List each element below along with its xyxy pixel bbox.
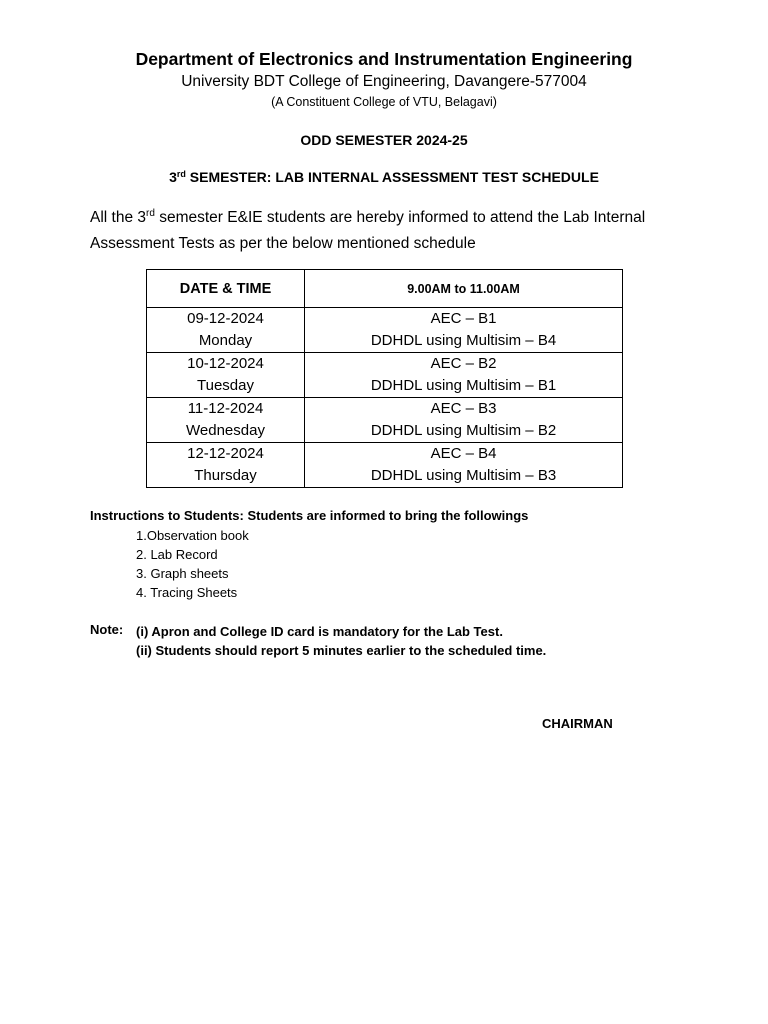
- intro-paragraph: [90, 205, 700, 257]
- lab-aec: AEC – B3: [430, 400, 497, 417]
- intro-prefix: All the 3: [90, 209, 147, 226]
- date-cell: [147, 398, 305, 443]
- lab-ddhdl: DDHDL using Multisim – B1: [370, 377, 557, 394]
- date-text: 09-12-2024: [187, 310, 264, 327]
- day-text: Tuesday: [197, 377, 254, 394]
- schedule-title-number: 3: [169, 169, 177, 185]
- list-item: 4. Tracing Sheets: [136, 585, 238, 600]
- list-item: 2. Lab Record: [136, 547, 218, 562]
- note-items: [136, 622, 546, 660]
- date-text: 10-12-2024: [187, 355, 264, 372]
- header-time-end: to 11.00AM: [454, 281, 520, 296]
- lab-aec: AEC – B4: [430, 445, 497, 462]
- schedule-title: [0, 169, 768, 185]
- schedule-title-text: SEMESTER: LAB INTERNAL ASSESSMENT TEST SCHEDULE: [185, 169, 599, 185]
- department-title: Department of Electronics and Instrumentation Engineering: [135, 49, 633, 69]
- day-text: Wednesday: [186, 422, 265, 439]
- lab-ddhdl: DDHDL using Multisim – B4: [370, 332, 557, 349]
- lab-cell: [305, 443, 623, 488]
- lab-aec: AEC – B1: [430, 310, 497, 327]
- lab-aec: AEC – B2: [430, 355, 497, 372]
- table-row: [147, 308, 623, 353]
- lab-cell: [305, 398, 623, 443]
- university-name: University BDT College of Engineering, Davangere-577004: [181, 73, 587, 90]
- header-date-time: DATE & TIME: [147, 270, 305, 308]
- list-item: 1.Observation book: [136, 528, 249, 543]
- instructions-list: [136, 526, 249, 602]
- table-header-row: [147, 270, 623, 308]
- day-text: Thursday: [194, 467, 257, 484]
- constituent-note: (A Constituent College of VTU, Belagavi): [271, 95, 497, 109]
- instructions-heading: Instructions to Students: Students are informed to bring the followings: [90, 508, 529, 523]
- date-cell: [147, 353, 305, 398]
- lab-ddhdl: DDHDL using Multisim – B3: [370, 467, 557, 484]
- header-time-slot: [305, 270, 623, 308]
- table-row: [147, 398, 623, 443]
- note-label: Note:: [90, 622, 124, 637]
- date-cell: [147, 443, 305, 488]
- schedule-title-superscript: rd: [176, 169, 186, 179]
- date-cell: [147, 308, 305, 353]
- semester-heading: ODD SEMESTER 2024-25: [300, 132, 468, 148]
- header-time-start: 9.00AM: [407, 281, 451, 296]
- note-item: (i) Apron and College ID card is mandatory for the Lab Test.: [136, 624, 503, 639]
- table-row: [147, 353, 623, 398]
- lab-cell: [305, 308, 623, 353]
- day-text: Monday: [198, 332, 253, 349]
- intro-text: semester E&IE students are hereby informed to attend the Lab Internal Assessment Tests as per the below mentioned schedule: [90, 209, 646, 252]
- lab-ddhdl: DDHDL using Multisim – B2: [370, 422, 557, 439]
- schedule-table: [146, 269, 623, 488]
- date-text: 11-12-2024: [187, 400, 264, 417]
- lab-cell: [305, 353, 623, 398]
- signature-chairman: CHAIRMAN: [542, 716, 613, 731]
- intro-superscript: rd: [146, 208, 155, 219]
- list-item: 3. Graph sheets: [136, 566, 229, 581]
- table-row: [147, 443, 623, 488]
- date-text: 12-12-2024: [187, 445, 264, 462]
- note-item: (ii) Students should report 5 minutes earlier to the scheduled time.: [136, 643, 547, 658]
